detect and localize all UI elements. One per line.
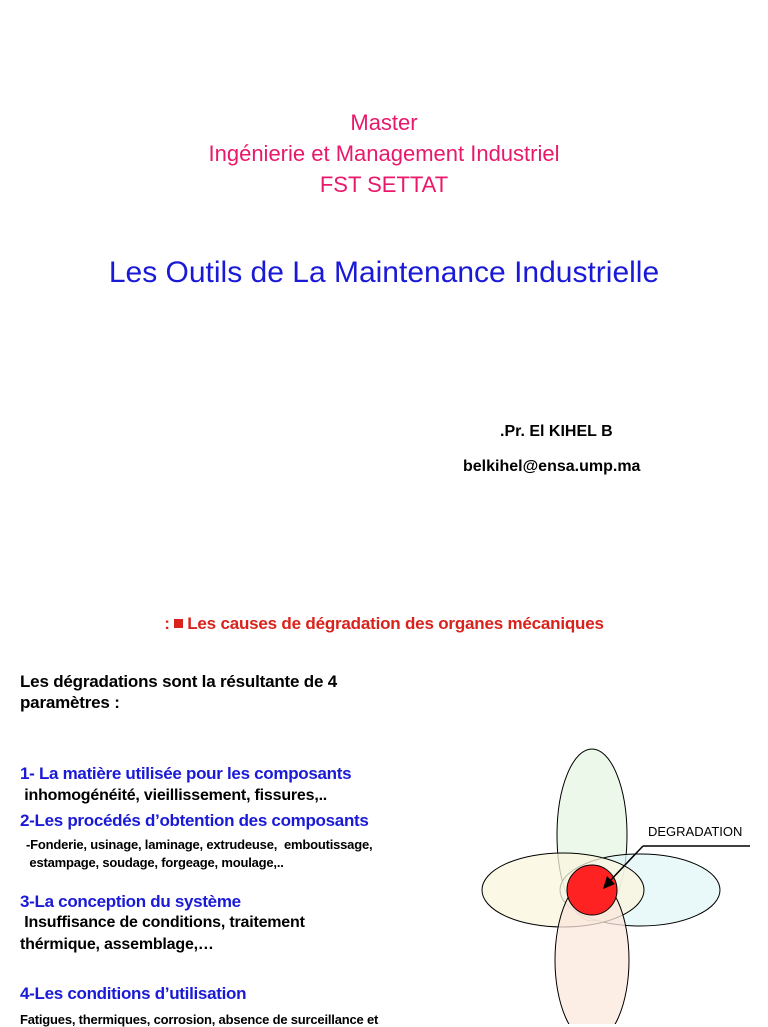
intro-text: Les dégradations sont la résultante de 4 paramètres :: [20, 672, 337, 712]
section-prefix: :: [164, 614, 170, 633]
param-3-desc-line2: thérmique, assemblage,…: [20, 936, 214, 953]
degradation-diagram: [480, 748, 768, 1024]
param-4-desc: Fatigues, thermiques, corrosion, absence de surceillance et: [20, 1012, 379, 1027]
square-bullet-icon: [174, 619, 183, 628]
param-2-desc-line2: estampage, soudage, forgeage, moulage,..: [26, 855, 284, 870]
param-4-title: 4-Les conditions d’utilisation: [20, 984, 247, 1003]
degradation-circle: [567, 865, 617, 915]
section-heading: [0, 614, 768, 634]
param-1-title: 1- La matière utilisée pour les composants: [20, 764, 352, 783]
page-title: Les Outils de La Maintenance Industrielle: [108, 256, 660, 289]
author-email: belkihel@ensa.ump.ma: [463, 458, 641, 475]
header-program: Ingénierie et Management Industriel: [208, 141, 560, 166]
param-2-title: 2-Les procédés d’obtention des composants: [20, 811, 369, 830]
header-master: Master: [350, 110, 418, 135]
degradation-label: DEGRADATION: [648, 824, 743, 839]
param-3-desc-line1: Insuffisance de conditions, traitement: [20, 914, 305, 931]
param-3-title: 3-La conception du système: [20, 892, 241, 911]
section-heading-text: Les causes de dégradation des organes mécaniques: [187, 614, 604, 633]
header-school: FST SETTAT: [319, 172, 449, 197]
author-name: .Pr. El KIHEL B: [500, 423, 613, 440]
param-1-desc: inhomogénéité, vieillissement, fissures,..: [20, 787, 328, 804]
param-2-desc-line1: -Fonderie, usinage, laminage, extrudeuse, emboutissage,: [26, 837, 373, 852]
